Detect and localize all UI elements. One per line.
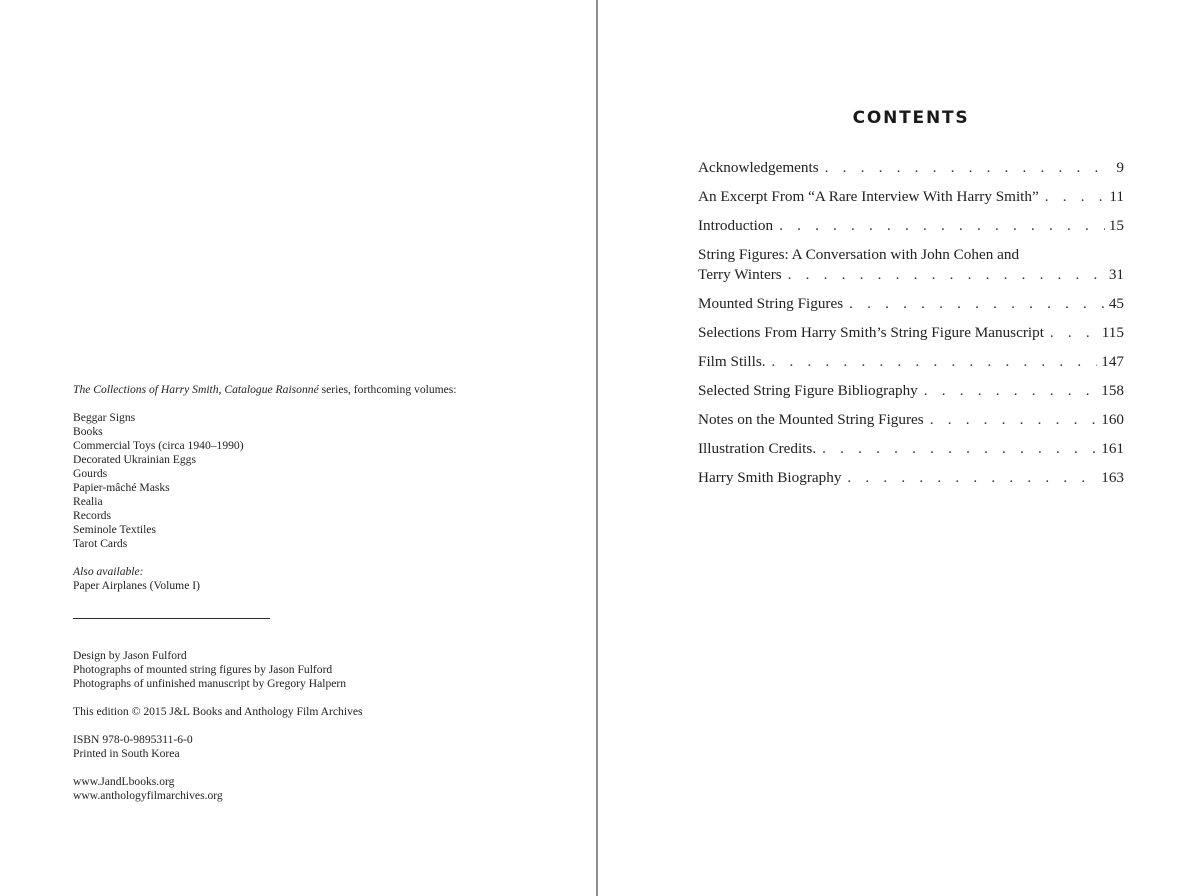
toc-entry-page: 158 xyxy=(1101,382,1124,399)
toc-entry-title-line1: String Figures: A Conversation with John Cohen and xyxy=(698,246,1020,263)
toc-entry-page: 147 xyxy=(1101,353,1124,370)
toc-entry-title: Introduction xyxy=(698,217,774,234)
series-note-suffix: series, forthcoming volumes: xyxy=(318,383,457,396)
list-item: Records xyxy=(73,509,111,522)
toc-entry-title: Mounted String Figures xyxy=(698,295,844,312)
toc-entry-page: 15 xyxy=(1108,217,1124,234)
series-title: The Collections of Harry Smith, Catalogue Raisonné xyxy=(73,383,319,396)
list-item: Commercial Toys (circa 1940–1990) xyxy=(73,439,244,452)
toc-entry[interactable] xyxy=(698,323,1124,343)
list-item: Tarot Cards xyxy=(73,537,128,550)
website-link[interactable]: www.JandLbooks.org xyxy=(73,775,175,788)
toc-entry-page: 115 xyxy=(1101,324,1124,341)
dot-leader xyxy=(1045,187,1106,207)
horizontal-rule xyxy=(73,618,270,619)
toc-entry-title: Selected String Figure Bibliography xyxy=(698,382,918,399)
isbn-block xyxy=(73,733,573,761)
toc-entry-page: 163 xyxy=(1101,469,1124,486)
table-of-contents xyxy=(698,158,1124,497)
credits-block xyxy=(73,649,573,691)
page-title: CONTENTS xyxy=(852,108,970,128)
copyright-block xyxy=(73,705,573,719)
toc-entry-title: Film Stills. xyxy=(698,353,766,370)
dot-leader xyxy=(924,381,1097,401)
toc-entry[interactable] xyxy=(698,381,1124,401)
toc-entry-title: Illustration Credits. xyxy=(698,440,817,457)
toc-entry-page: 160 xyxy=(1101,411,1124,428)
toc-entry-page: 11 xyxy=(1109,188,1124,205)
spread-gutter-line xyxy=(596,0,598,896)
colophon-page xyxy=(73,383,573,817)
series-note xyxy=(73,383,573,397)
credit-line: Design by Jason Fulford xyxy=(73,649,187,662)
copyright-line: This edition © 2015 J&L Books and Anthology Film Archives xyxy=(73,705,363,718)
toc-entry[interactable] xyxy=(698,294,1124,314)
list-item: Books xyxy=(73,425,103,438)
toc-entry-title: An Excerpt From “A Rare Interview With Harry Smith” xyxy=(698,188,1039,205)
list-item: Papier-mâché Masks xyxy=(73,481,170,494)
also-available-item: Paper Airplanes (Volume I) xyxy=(73,579,200,592)
toc-entry-title: Selections From Harry Smith’s String Figure Manuscript xyxy=(698,324,1044,341)
dot-leader xyxy=(822,439,1097,459)
dot-leader xyxy=(1050,323,1098,343)
isbn-line: ISBN 978-0-9895311-6-0 xyxy=(73,733,193,746)
toc-entry[interactable] xyxy=(698,245,1124,285)
toc-entry-page: 31 xyxy=(1108,266,1124,283)
dot-leader xyxy=(788,265,1105,285)
toc-entry-page: 9 xyxy=(1116,159,1124,176)
toc-entry-title: Acknowledgements xyxy=(698,159,819,176)
also-available-label: Also available: xyxy=(73,565,144,578)
toc-entry[interactable] xyxy=(698,439,1124,459)
toc-entry[interactable] xyxy=(698,410,1124,430)
credit-line: Photographs of unfinished manuscript by Gregory Halpern xyxy=(73,677,347,690)
toc-entry-page: 161 xyxy=(1101,440,1124,457)
website-link[interactable]: www.anthologyfilmarchives.org xyxy=(73,789,223,802)
dot-leader xyxy=(779,216,1105,236)
toc-entry-title: Terry Winters xyxy=(698,266,782,283)
dot-leader xyxy=(772,352,1098,372)
forthcoming-volumes-list xyxy=(73,411,573,551)
credit-line: Photographs of mounted string figures by Jason Fulford xyxy=(73,663,333,676)
list-item: Realia xyxy=(73,495,103,508)
toc-entry[interactable] xyxy=(698,187,1124,207)
toc-entry[interactable] xyxy=(698,468,1124,488)
list-item: Decorated Ukrainian Eggs xyxy=(73,453,196,466)
toc-entry[interactable] xyxy=(698,216,1124,236)
toc-entry-page: 45 xyxy=(1108,295,1124,312)
toc-entry-title: Notes on the Mounted String Figures xyxy=(698,411,924,428)
websites-block xyxy=(73,775,573,803)
printed-line: Printed in South Korea xyxy=(73,747,180,760)
dot-leader xyxy=(825,158,1106,178)
dot-leader xyxy=(847,468,1097,488)
dot-leader xyxy=(930,410,1098,430)
list-item: Beggar Signs xyxy=(73,411,136,424)
dot-leader xyxy=(849,294,1105,314)
toc-entry[interactable] xyxy=(698,352,1124,372)
list-item: Seminole Textiles xyxy=(73,523,157,536)
toc-entry-title: Harry Smith Biography xyxy=(698,469,842,486)
list-item: Gourds xyxy=(73,467,108,480)
toc-entry[interactable] xyxy=(698,158,1124,178)
